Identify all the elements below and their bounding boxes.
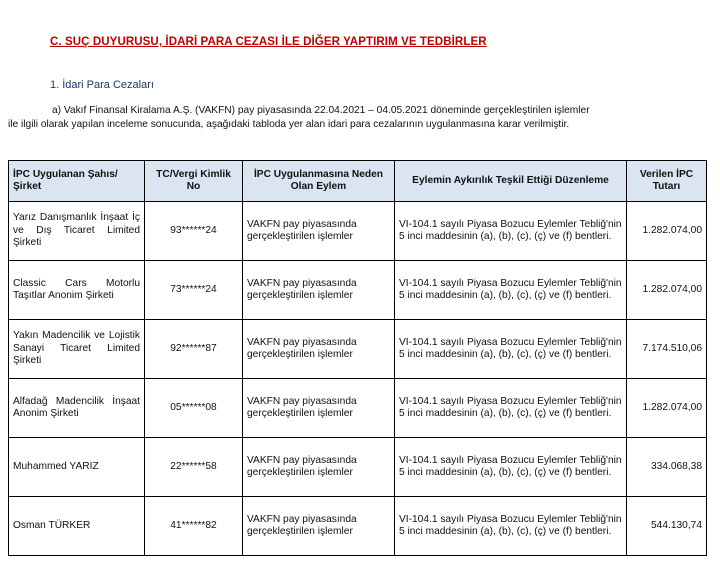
- cell-id: 92******87: [145, 320, 243, 379]
- cell-action: VAKFN pay piyasasında gerçekleştirilen işlemler: [243, 202, 395, 261]
- cell-amount: 1.282.074,00: [627, 379, 707, 438]
- cell-id: 05******08: [145, 379, 243, 438]
- cell-id: 41******82: [145, 497, 243, 556]
- cell-amount: 1.282.074,00: [627, 202, 707, 261]
- table-row: [9, 320, 707, 379]
- cell-regulation: VI-104.1 sayılı Piyasa Bozucu Eylemler Tebliğ'nin 5 inci maddesinin (a), (b), (c), (ç) ve (f) bentleri.: [395, 202, 627, 261]
- cell-regulation: VI-104.1 sayılı Piyasa Bozucu Eylemler Tebliğ'nin 5 inci maddesinin (a), (b), (c), (ç) ve (f) bentleri.: [395, 261, 627, 320]
- header-regulation: Eylemin Aykırılık Teşkil Ettiği Düzenleme: [395, 161, 627, 202]
- intro-line-1: a) Vakıf Finansal Kiralama A.Ş. (VAKFN) pay piyasasında 22.04.2021 – 04.05.2021 döneminde gerçekleştirilen işlemler: [52, 105, 590, 116]
- table-row: [9, 261, 707, 320]
- cell-amount: 7.174.510,06: [627, 320, 707, 379]
- table-row: [9, 202, 707, 261]
- cell-person: Yakın Madencilik ve Lojistik Sanayi Ticaret Limited Şirketi: [9, 320, 145, 379]
- cell-amount: 1.282.074,00: [627, 261, 707, 320]
- cell-regulation: VI-104.1 sayılı Piyasa Bozucu Eylemler Tebliğ'nin 5 inci maddesinin (a), (b), (c), (ç) ve (f) bentleri.: [395, 320, 627, 379]
- cell-person: Muhammed YARIZ: [9, 438, 145, 497]
- cell-amount: 544.130,74: [627, 497, 707, 556]
- penalties-table: [8, 160, 707, 556]
- table-row: [9, 497, 707, 556]
- section-title: C. SUÇ DUYURUSU, İDARİ PARA CEZASI İLE DİĞER YAPTIRIM VE TEDBİRLER: [50, 36, 487, 48]
- table-header-row: [9, 161, 707, 202]
- header-action: İPC Uygulanmasına Neden Olan Eylem: [243, 161, 395, 202]
- cell-action: VAKFN pay piyasasında gerçekleştirilen işlemler: [243, 320, 395, 379]
- cell-action: VAKFN pay piyasasında gerçekleştirilen işlemler: [243, 379, 395, 438]
- table-row: [9, 438, 707, 497]
- cell-regulation: VI-104.1 sayılı Piyasa Bozucu Eylemler Tebliğ'nin 5 inci maddesinin (a), (b), (c), (ç) ve (f) bentleri.: [395, 497, 627, 556]
- cell-action: VAKFN pay piyasasında gerçekleştirilen işlemler: [243, 261, 395, 320]
- cell-regulation: VI-104.1 sayılı Piyasa Bozucu Eylemler Tebliğ'nin 5 inci maddesinin (a), (b), (c), (ç) ve (f) bentleri.: [395, 438, 627, 497]
- cell-regulation: VI-104.1 sayılı Piyasa Bozucu Eylemler Tebliğ'nin 5 inci maddesinin (a), (b), (c), (ç) ve (f) bentleri.: [395, 379, 627, 438]
- cell-person: Yarız Danışmanlık İnşaat İç ve Dış Ticaret Limited Şirketi: [9, 202, 145, 261]
- cell-action: VAKFN pay piyasasında gerçekleştirilen işlemler: [243, 497, 395, 556]
- cell-id: 22******58: [145, 438, 243, 497]
- cell-person: Classic Cars Motorlu Taşıtlar Anonim Şirketi: [9, 261, 145, 320]
- table-row: [9, 379, 707, 438]
- header-amount: Verilen İPC Tutarı: [627, 161, 707, 202]
- intro-line-2: ile ilgili olarak yapılan inceleme sonucunda, aşağıdaki tabloda yer alan idari para cezalarının uygulanmasına karar verilmiştir.: [8, 119, 570, 130]
- cell-id: 93******24: [145, 202, 243, 261]
- header-id: TC/Vergi Kimlik No: [145, 161, 243, 202]
- cell-person: Alfadağ Madencilik İnşaat Anonim Şirketi: [9, 379, 145, 438]
- header-person: İPC Uygulanan Şahıs/ Şirket: [9, 161, 145, 202]
- cell-person: Osman TÜRKER: [9, 497, 145, 556]
- subsection-title: 1. İdari Para Cezaları: [50, 79, 154, 91]
- cell-amount: 334.068,38: [627, 438, 707, 497]
- intro-paragraph: [8, 104, 712, 132]
- cell-action: VAKFN pay piyasasında gerçekleştirilen işlemler: [243, 438, 395, 497]
- cell-id: 73******24: [145, 261, 243, 320]
